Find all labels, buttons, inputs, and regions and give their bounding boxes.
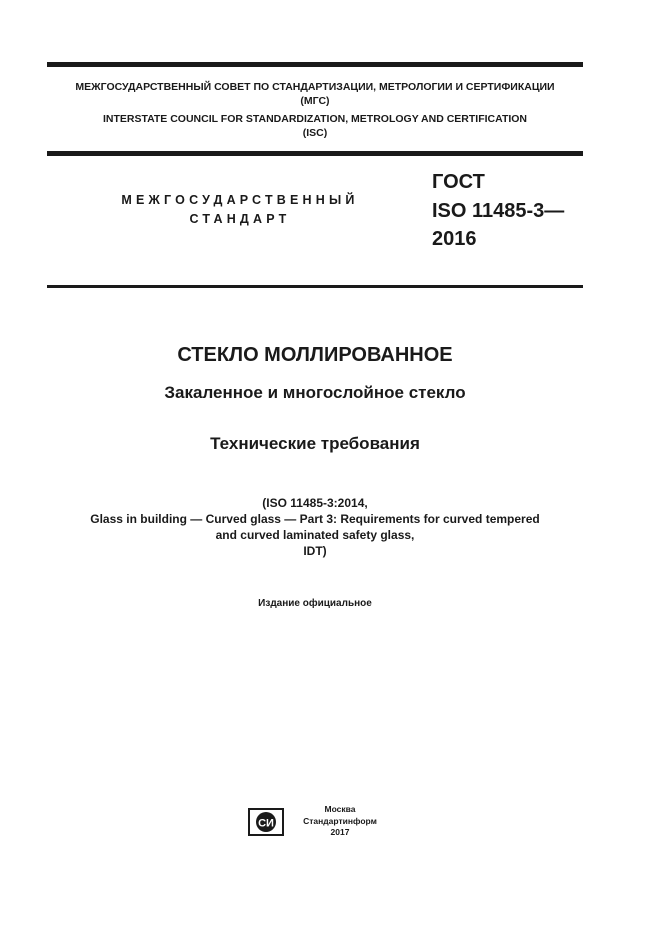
standartinform-logo-icon xyxy=(248,808,284,836)
document-section: Технические требования xyxy=(210,434,420,453)
standard-type-line1: МЕЖГОСУДАРСТВЕННЫЙ xyxy=(121,193,359,207)
council-bottom-rule xyxy=(47,151,583,156)
gost-label: ГОСТ xyxy=(432,171,485,193)
council-ru-line1: МЕЖГОСУДАРСТВЕННЫЙ СОВЕТ ПО СТАНДАРТИЗАЦИИ, МЕТРОЛОГИИ И СЕРТИФИКАЦИИ xyxy=(75,81,555,93)
document-subtitle: Закаленное и многослойное стекло xyxy=(164,383,466,402)
gost-year: 2016 xyxy=(432,228,477,250)
standard-bottom-rule xyxy=(47,285,583,288)
publisher-year: 2017 xyxy=(330,827,350,837)
top-rule xyxy=(47,62,583,67)
publisher-city: Москва xyxy=(324,804,356,814)
publisher-name: Стандартинформ xyxy=(303,815,377,826)
standard-type-line2: СТАНДАРТ xyxy=(189,212,291,226)
logo-text: СИ xyxy=(258,817,274,830)
reference-line4: IDT) xyxy=(303,544,327,558)
council-en-line1: INTERSTATE COUNCIL FOR STANDARDIZATION, METROLOGY AND CERTIFICATION xyxy=(102,113,528,125)
edition-label: Издание официальное xyxy=(258,598,372,609)
council-en-line2: (ISC) xyxy=(302,127,328,139)
document-title: СТЕКЛО МОЛЛИРОВАННОЕ xyxy=(177,344,453,366)
reference-line2: Glass in building — Curved glass — Part 3: Requirements for curved tempered xyxy=(90,512,540,526)
gost-number: ISO 11485-3— xyxy=(432,200,565,222)
council-ru-line2: (МГС) xyxy=(300,95,330,107)
reference-line1: (ISO 11485-3:2014, xyxy=(262,496,368,510)
reference-line3: and curved laminated safety glass, xyxy=(215,528,415,542)
publisher-info xyxy=(298,804,382,839)
